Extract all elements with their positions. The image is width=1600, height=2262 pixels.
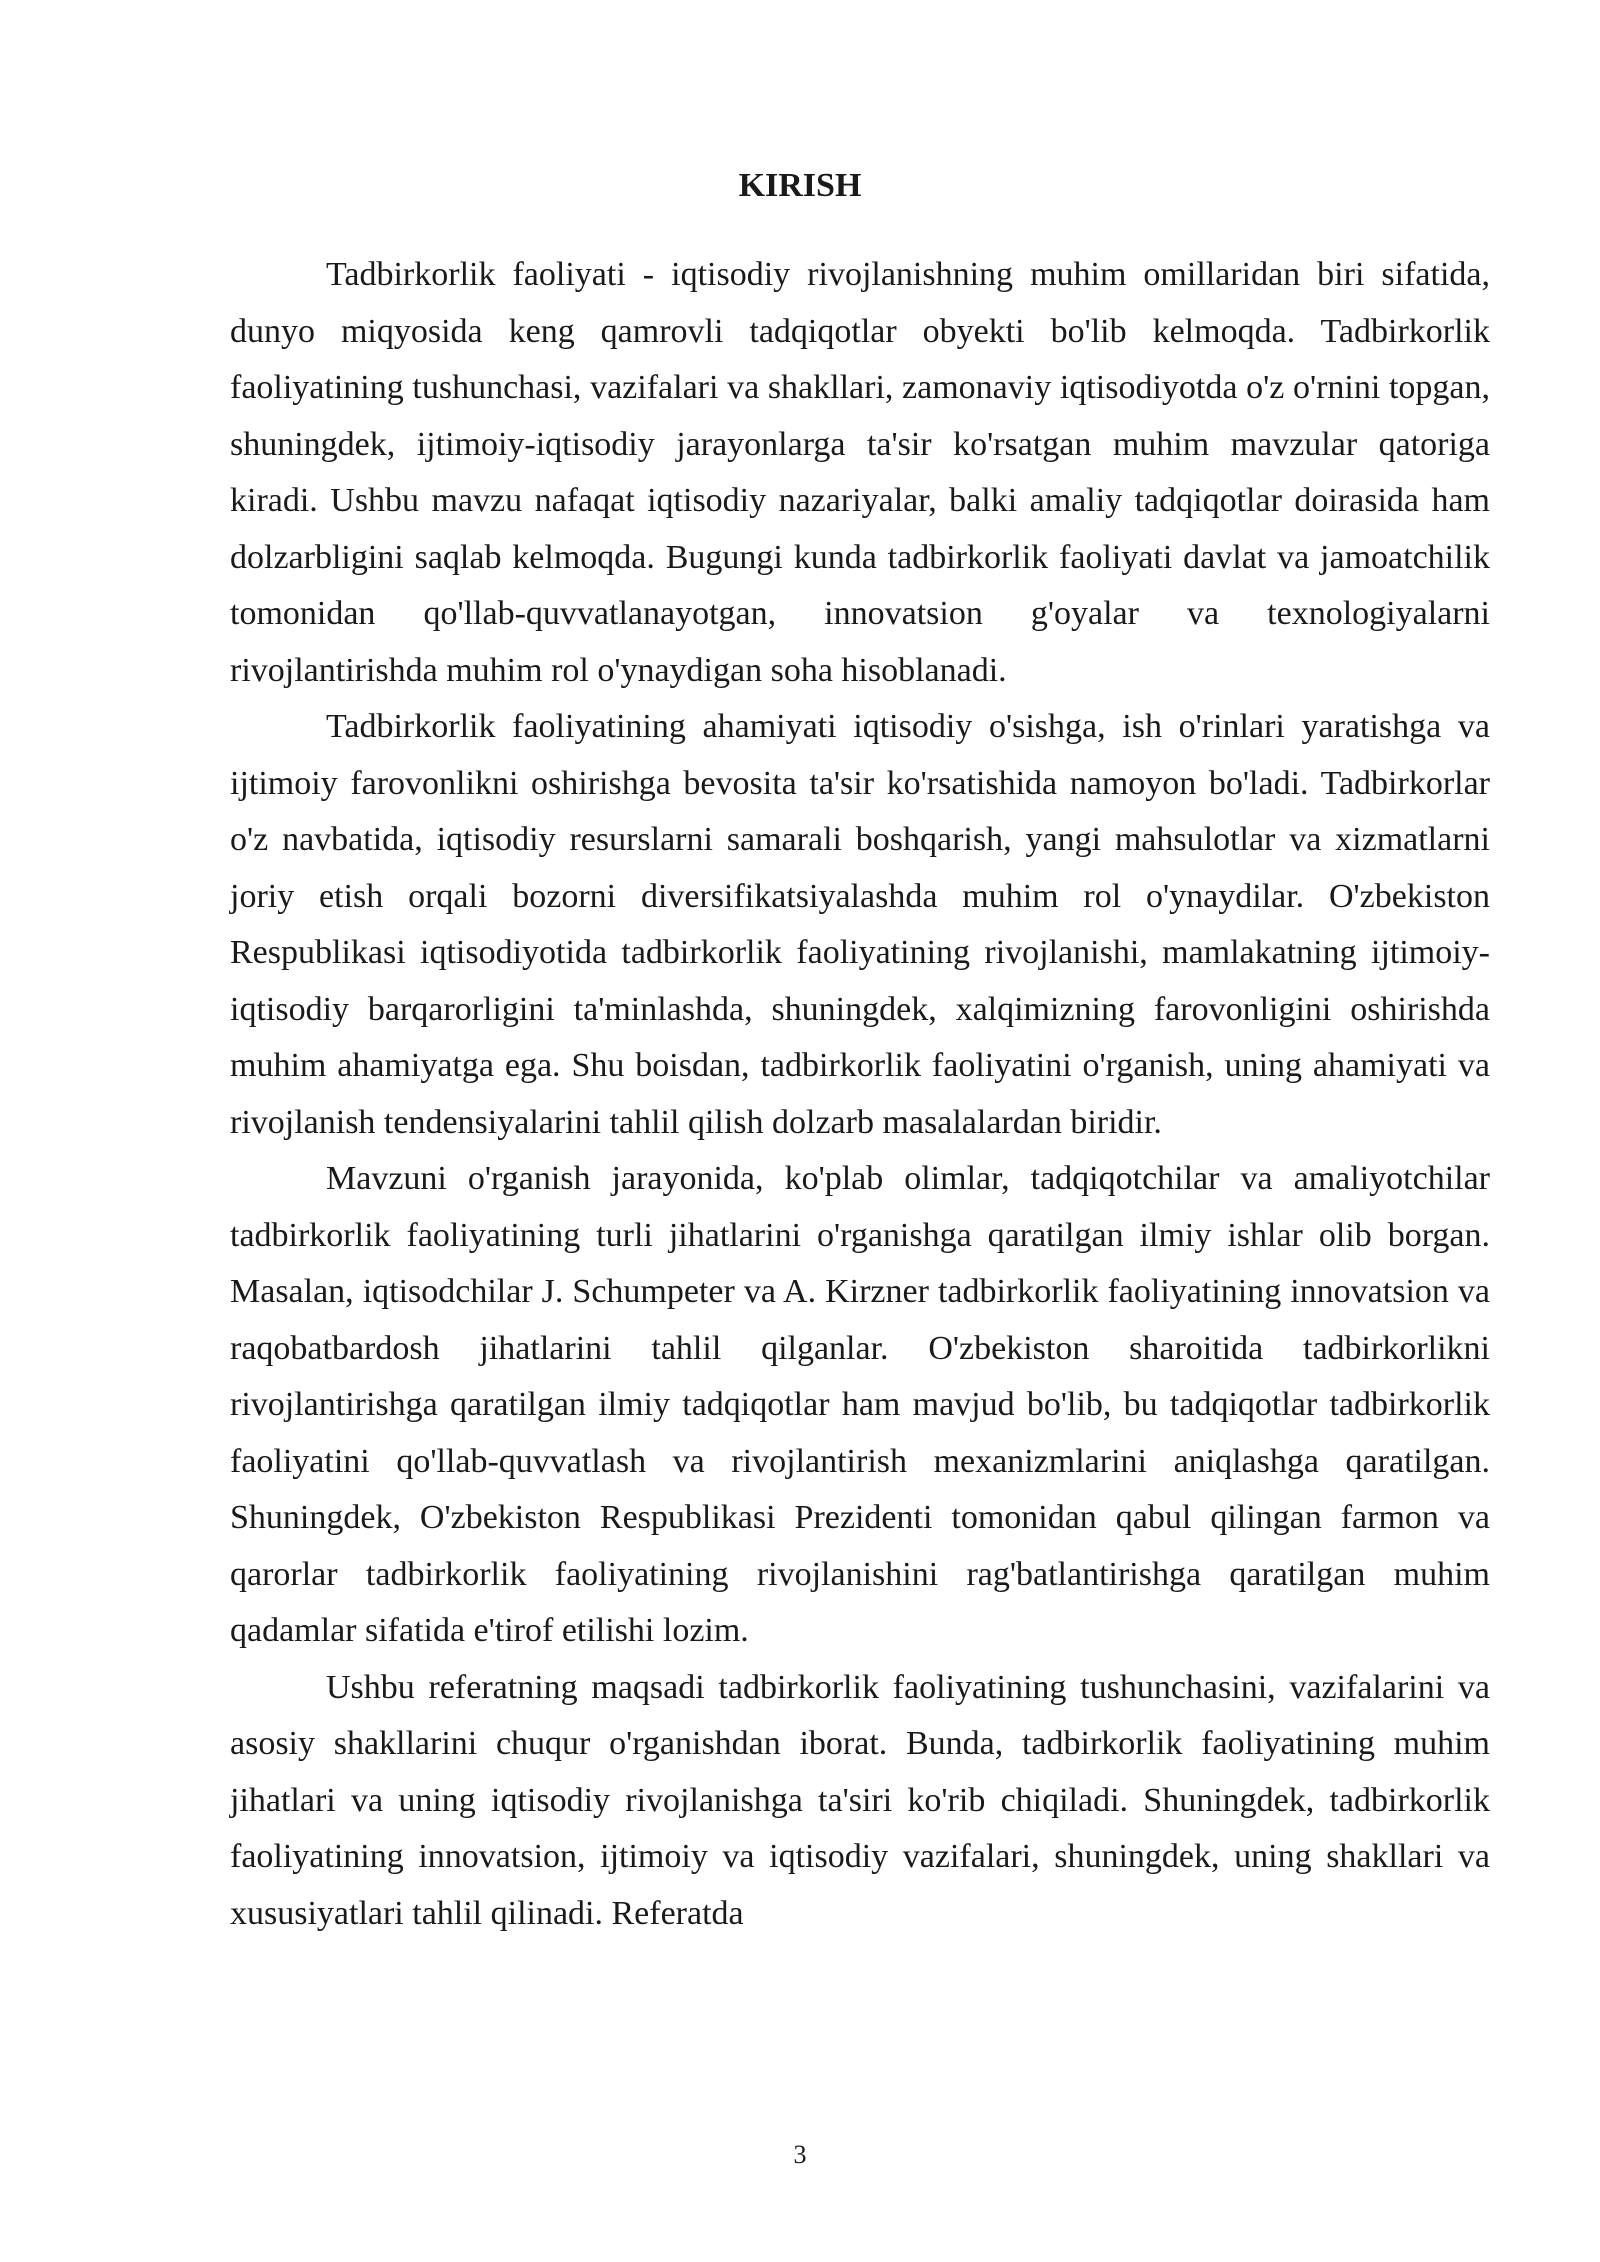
page-number: 3 [793, 2140, 807, 2169]
paragraph-1: Tadbirkorlik faoliyati - iqtisodiy rivojlanishning muhim omillaridan biri sifatida, dunyo miqyosida keng qamrovli tadqiqotlar obyekti bo'lib kelmoqda. Tadbirkorlik faoliyatining tushunchasi, vazifalari va shakllari, zamonaviy iqtisodiyotda o'z o'rnini topgan, shuningdek, ijtimoiy-iqtisodiy jarayonlarga ta'sir ko'rsatgan muhim mavzular qatoriga kiradi. Ushbu mavzu nafaqat iqtisodiy nazariyalar, balki amaliy tadqiqotlar doirasida ham dolzarbligini saqlab kelmoqda. Bugungi kunda tadbirkorlik faoliyati davlat va jamoatchilik tomonidan qo'llab-quvvatlanayotgan, innovatsion g'oyalar va texnologiyalarni rivojlantirishda muhim rol o'ynaydigan soha hisoblanadi. [230, 256, 1490, 689]
page-title: KIRISH [738, 167, 862, 204]
paragraph-2: Tadbirkorlik faoliyatining ahamiyati iqtisodiy o'sishga, ish o'rinlari yaratishga va ijtimoiy farovonlikni oshirishga bevosita ta'sir ko'rsatishida namoyon bo'ladi. Tadbirkorlar o'z navbatida, iqtisodiy resurslarni samarali boshqarish, yangi mahsulotlar va xizmatlarni joriy etish orqali bozorni diversifikatsiyalashda muhim rol o'ynaydilar. O'zbekiston Respublikasi iqtisodiyotida tadbirkorlik faoliyatining rivojlanishi, mamlakatning ijtimoiy-iqtisodiy barqarorligini ta'minlashda, shuningdek, xalqimizning farovonligini oshirishda muhim ahamiyatga ega. Shu boisdan, tadbirkorlik faoliyatini o'rganish, uning ahamiyati va rivojlanish tendensiyalarini tahlil qilish dolzarb masalalardan biridir. [230, 708, 1490, 1141]
paragraph-4: Ushbu referatning maqsadi tadbirkorlik faoliyatining tushunchasini, vazifalarini va asosiy shakllarini chuqur o'rganishdan iborat. Bunda, tadbirkorlik faoliyatining muhim jihatlari va uning iqtisodiy rivojlanishga ta'siri ko'rib chiqiladi. Shuningdek, tadbirkorlik faoliyatining innovatsion, ijtimoiy va iqtisodiy vazifalari, shuningdek, uning shakllari va xususiyatlari tahlil qilinadi. Referatda [230, 1668, 1490, 1932]
body-text [230, 247, 1490, 1942]
paragraph-3: Mavzuni o'rganish jarayonida, ko'plab olimlar, tadqiqotchilar va amaliyotchilar tadbirkorlik faoliyatining turli jihatlarini o'rganishga qaratilgan ilmiy ishlar olib borgan. Masalan, iqtisodchilar J. Schumpeter va A. Kirzner tadbirkorlik faoliyatining innovatsion va raqobatbardosh jihatlarini tahlil qilganlar. O'zbekiston sharoitida tadbirkorlikni rivojlantirishga qaratilgan ilmiy tadqiqotlar ham mavjud bo'lib, bu tadqiqotlar tadbirkorlik faoliyatini qo'llab-quvvatlash va rivojlantirish mexanizmlarini aniqlashga qaratilgan. Shuningdek, O'zbekiston Respublikasi Prezidenti tomonidan qabul qilingan farmon va qarorlar tadbirkorlik faoliyatining rivojlanishini rag'batlantirishga qaratilgan muhim qadamlar sifatida e'tirof etilishi lozim. [230, 1160, 1490, 1649]
